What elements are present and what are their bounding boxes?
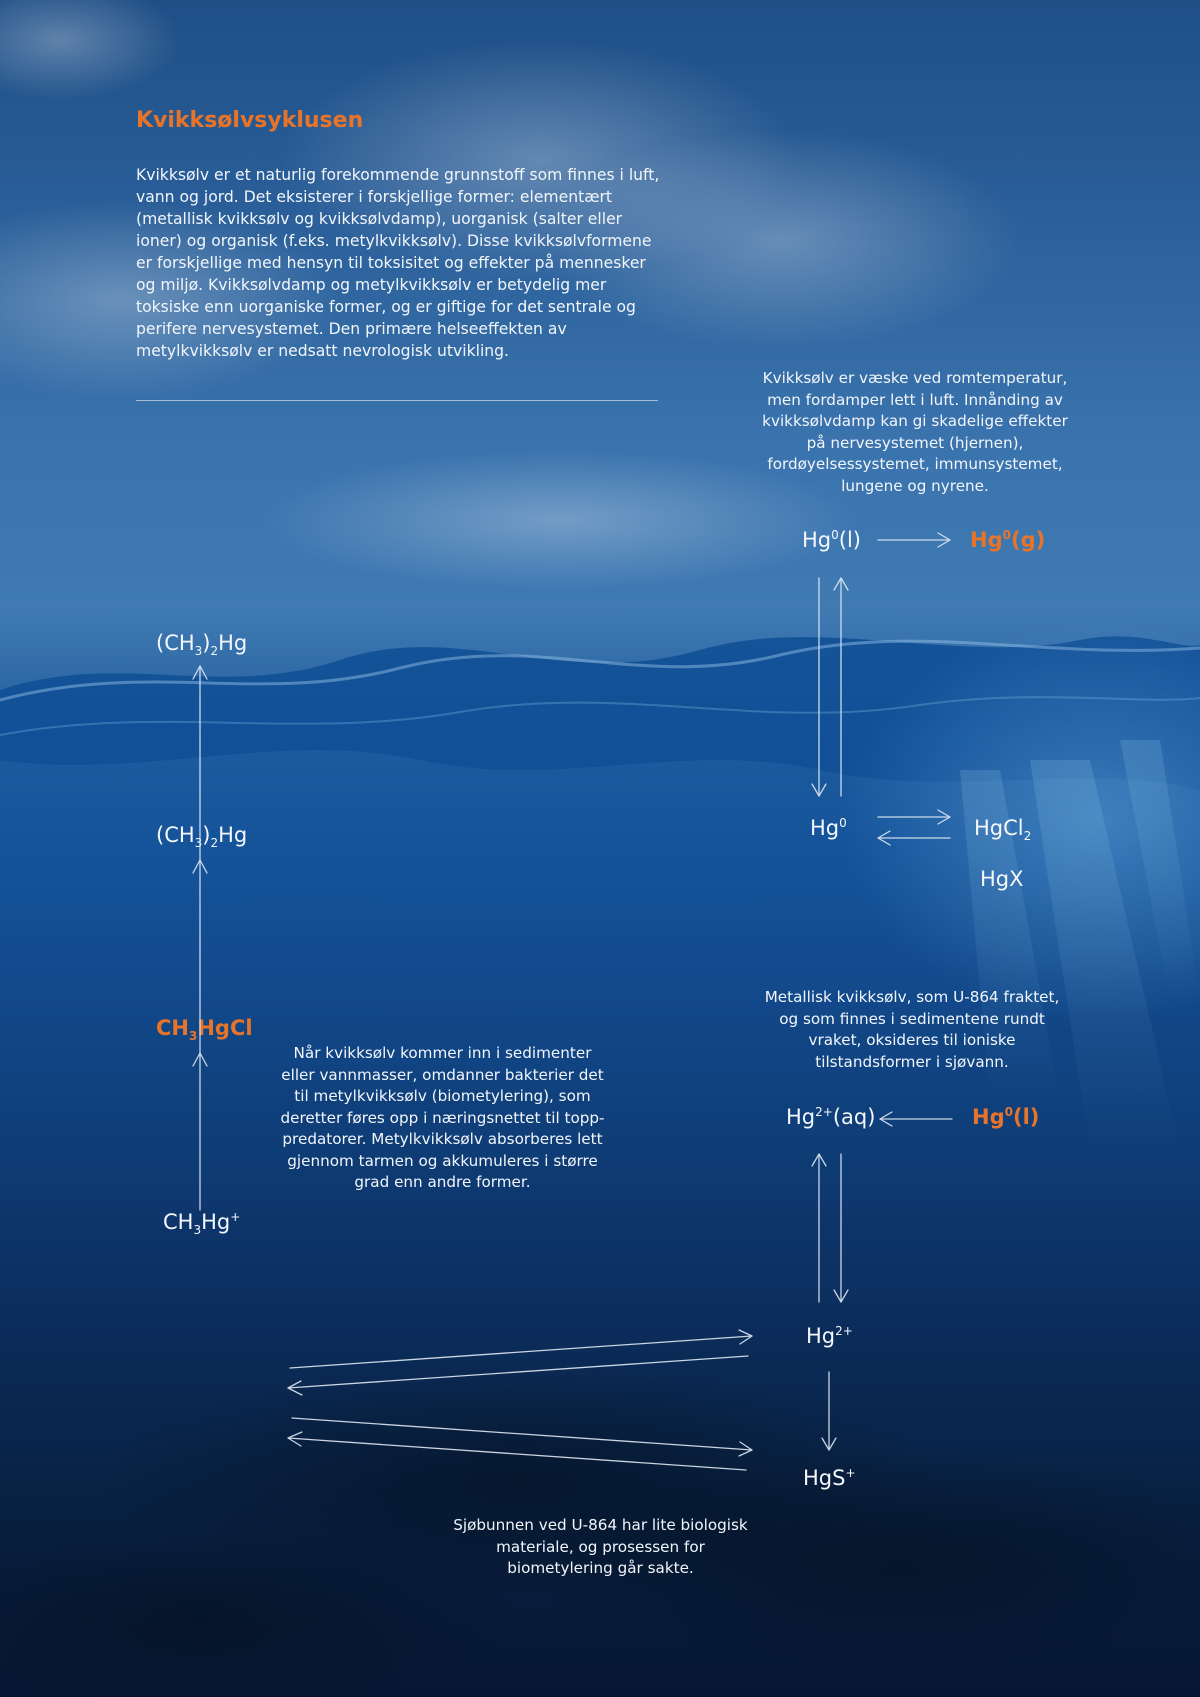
- arrow-diagonal-4: [288, 1432, 746, 1470]
- arrow-hg0-down: [812, 578, 826, 796]
- arrow-evaporation: [878, 533, 950, 547]
- dimethylmercury-air-label: $(CH_3)_2Hg$: [156, 631, 248, 658]
- arrow-oxidation: [878, 810, 950, 824]
- metallic-mercury-note: Metallisk kvikksølv, som U-864 fraktet, og som finnes i sedimentene rundt vraket, oksideres til ioniske tilstandsformer i sjøvann.: [764, 988, 1060, 1071]
- seabed-note: Sjøbunnen ved U-864 har lite biologisk materiale, og prosessen for biometylering går sakte.: [453, 1516, 748, 1577]
- hg0-liquid-sediment-label: Hg$^0$(l): [972, 1105, 1040, 1129]
- hgs-label: HgS+: [803, 1466, 856, 1490]
- hg0-label: Hg$^0$: [810, 816, 847, 840]
- arrow-methyl-axis: [193, 666, 207, 1210]
- dimethylmercury-water-label: $(CH_3)_2Hg$: [156, 823, 248, 850]
- methylmercury-chloride-label: $CH_3HgCl$: [156, 1016, 253, 1043]
- hgcl2-label: HgCl$_2$: [974, 816, 1032, 843]
- methylmercury-ion-label: $CH_3Hg^+$: [163, 1210, 241, 1237]
- page-title: Kvikksølvsyklusen: [136, 108, 364, 133]
- arrow-reduction: [878, 831, 950, 845]
- arrow-diagonal-1: [290, 1330, 752, 1368]
- arrow-hg0-up: [834, 578, 848, 796]
- hg0-gas-label: Hg$^0$(g): [970, 528, 1046, 552]
- hgx-label: HgX: [980, 867, 1024, 891]
- arrow-sulfide: [822, 1372, 836, 1450]
- arrow-diagonal-2: [288, 1356, 748, 1395]
- arrow-hg2-down: [834, 1154, 848, 1302]
- hg2-label: $Hg^{2+}$: [806, 1324, 853, 1348]
- hg0-liquid-label: Hg$^0$(l): [802, 528, 861, 552]
- arrow-hg2-up: [812, 1154, 826, 1302]
- arrow-dissolution: [880, 1112, 952, 1126]
- arrow-diagonal-3: [292, 1418, 752, 1456]
- hg2-aq-label: $Hg^{2+}(aq)$: [786, 1105, 876, 1129]
- intro-text: Kvikksølv er et naturlig forekommende grunnstoff som finnes i luft, vann og jord. Det eksisterer i forskjellige former: elementært (metallisk kvikksølv og kvikksølvdamp), uorganisk (salter eller ioner) og organisk (f.eks. metylkvikksølv). Disse kvikksølvformene er forskjellige med hensyn til toksisitet og effekter på mennesker og miljø. Kvikksølvdamp og metylkvikksølv er betydelig mer toksiske enn uorganiske former, og er giftige for det sentrale og perifere nervesystemet. Den primære helseeffekten av metylkvikksølv er nedsatt nevrologisk utvikling.: [136, 166, 660, 360]
- air-note: Kvikksølv er væske ved romtemperatur, men fordamper lett i luft. Innånding av kvikksølvdamp kan gi skadelige effekter på nervesystemet (hjernen), fordøyelsessystemet, immunsystemet, lungene og nyrene.: [762, 369, 1068, 495]
- biomethylation-note: Når kvikksølv kommer inn i sedimenter eller vannmasser, omdanner bakterier det til metylkvikksølv (biometylering), som deretter føres opp i næringsnettet til topp-predatorer. Metylkvikksølv absorberes lett gjennom tarmen og akkumuleres i større grad enn andre former.: [280, 1044, 605, 1191]
